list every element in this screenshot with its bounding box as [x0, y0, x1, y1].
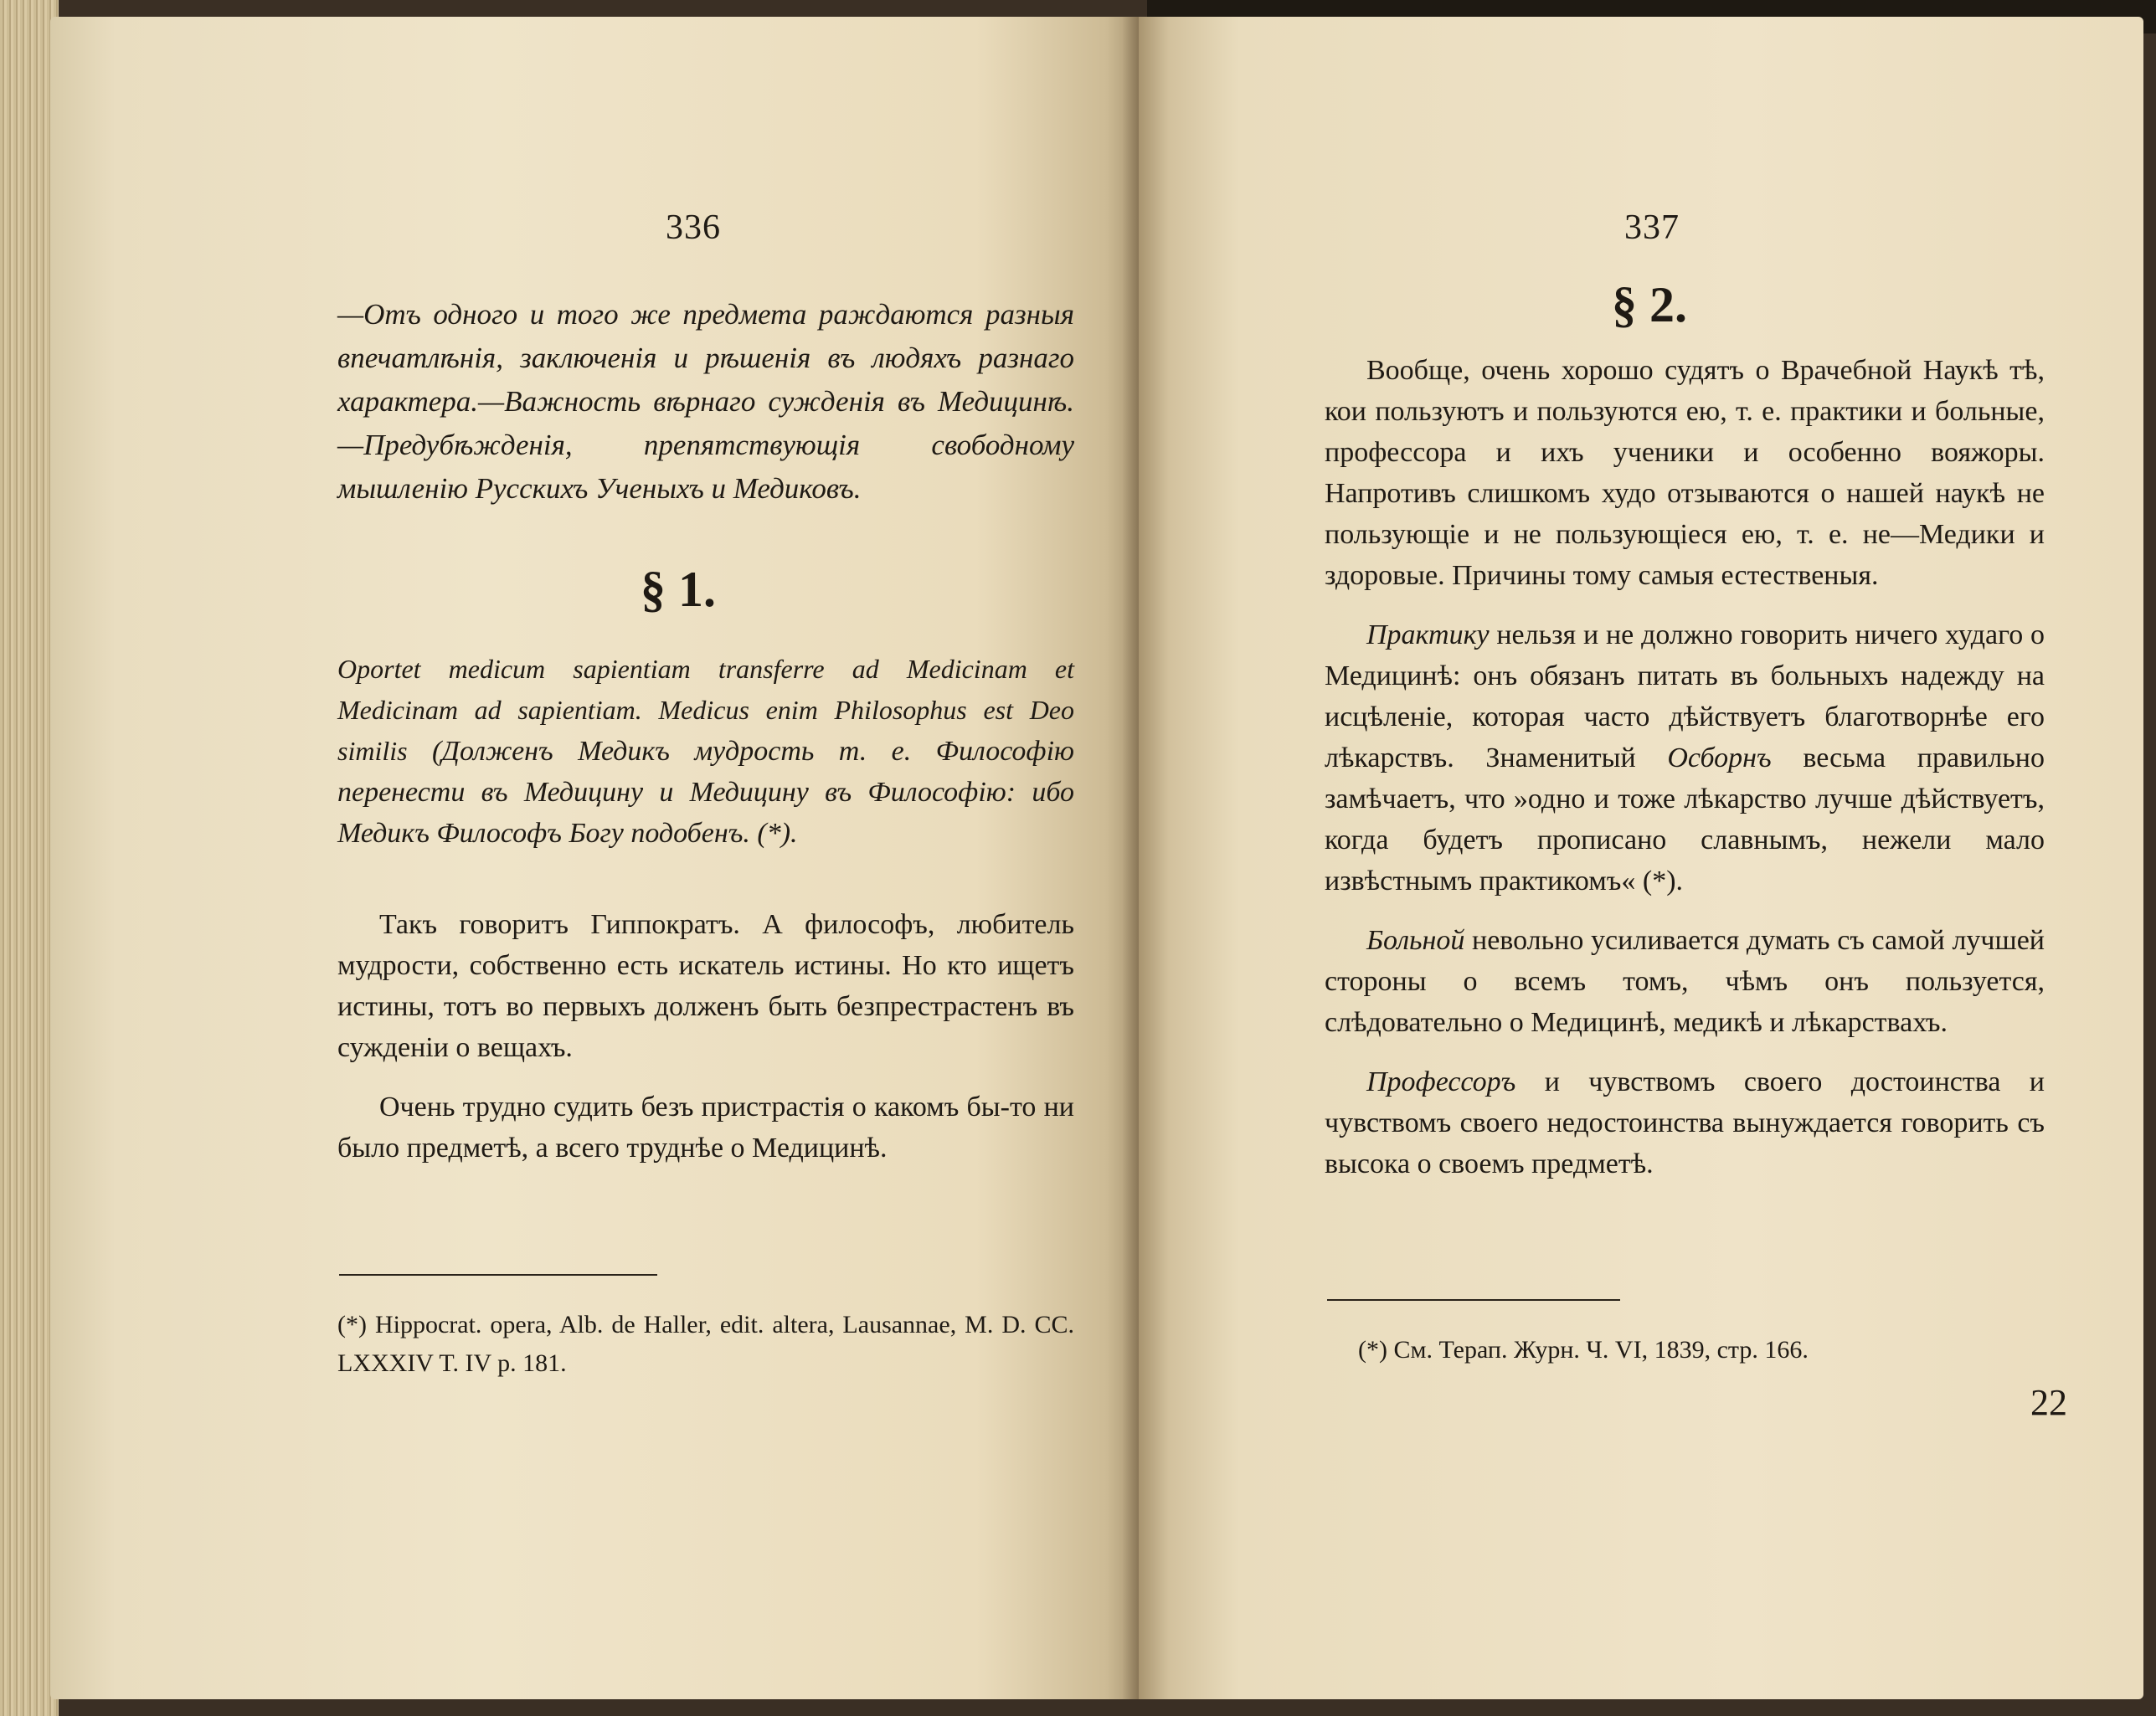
body-text — [337, 904, 1074, 1187]
left-page — [50, 17, 1139, 1699]
page-number: 336 — [666, 208, 721, 247]
body-text — [1325, 350, 2045, 1203]
signature-mark: 22 — [2030, 1382, 2067, 1423]
emphasis: Практику — [1366, 619, 1490, 650]
footnote-rule — [1327, 1299, 1620, 1301]
section-heading: § 2. — [1612, 277, 1687, 332]
emphasis: Осборнъ — [1667, 742, 1772, 773]
epigraph — [337, 649, 1074, 854]
paragraph: Вообще, очень хорошо судятъ о Врачебной Наукѣ тѣ, кои пользуютъ и пользуются ею, т. е. практики и больные, профессора и ихъ ученики и особенно вояжоры. Напротивъ слишкомъ худо отзываются о нашей наукѣ не пользующіе и не пользующіеся ею, т. е. не—Медики и здоровые. Причины тому самыя естественыя. — [1325, 355, 2045, 591]
epigraph-latin: Oportet medicum sapientiam transferre ad Medicinam et Medicinam ad sapientiam. Medicus enim Philosophus est Deo similis — [337, 654, 1074, 766]
footnote-rule — [339, 1274, 657, 1276]
paragraph: Больной невольно усиливается думать съ самой лучшей стороны о всемъ томъ, чѣмъ онъ пользуется, слѣдовательно о Медицинѣ, медикѣ и лѣкарствахъ. — [1325, 925, 2045, 1038]
paragraph: Такъ говоритъ Гиппократъ. А философъ, любитель мудрости, собственно есть искатель истины. Но кто ищетъ истины, тотъ во первыхъ долженъ быть безпрестрастенъ въ сужденіи о вещахъ. — [337, 909, 1074, 1063]
paragraph: Практику нельзя и не должно говорить ничего худаго о Медицинѣ: онъ обязанъ питать въ больныхъ надежду на исцѣленіе, которая часто дѣйствуетъ благотворнѣе его лѣкарствъ. Знаменитый Осборнъ весьма правильно замѣчаетъ, что »одно и тоже лѣкарство лучше дѣйствуетъ, когда будетъ прописано славнымъ, нежели мало извѣстнымъ практикомъ« (*). — [1325, 619, 2045, 897]
emphasis: Больной — [1366, 925, 1465, 956]
right-page — [1139, 17, 2143, 1699]
paragraph: Профессоръ и чувствомъ своего достоинства и чувствомъ своего недостоинства вынуждается говорить съ высока о своемъ предметѣ. — [1325, 1066, 2045, 1179]
epigraph-translation: (Долженъ Медикъ мудрость т. е. Философію перенести въ Медицину и Медицину въ Философію: ибо Медикъ Философъ Богу подобенъ. (*). — [337, 736, 1074, 849]
footnote: (*) Hippocrat. opera, Alb. de Haller, edit. altera, Lausannae, M. D. CC. LXXXIV T. IV p. 181. — [337, 1311, 1074, 1377]
emphasis: Профессоръ — [1366, 1066, 1516, 1097]
page-number: 337 — [1624, 208, 1680, 247]
footnote: (*) См. Терап. Журн. Ч. VI, 1839, стр. 166. — [1358, 1336, 1809, 1364]
paragraph: Очень трудно судить безъ пристрастія о какомъ бы-то ни было предметѣ, а всего труднѣе о Медицинѣ. — [337, 1092, 1074, 1164]
chapter-summary: —Отъ одного и того же предмета раждаются разныя впечатлѣнія, заключенія и рѣшенія въ людяхъ разнаго характера.—Важность вѣрнаго сужденія въ Медицинѣ.—Предубѣжденія, препятствующія свободному мышленію Русскихъ Ученыхъ и Медиковъ. — [337, 298, 1074, 505]
section-heading: § 1. — [641, 562, 716, 617]
